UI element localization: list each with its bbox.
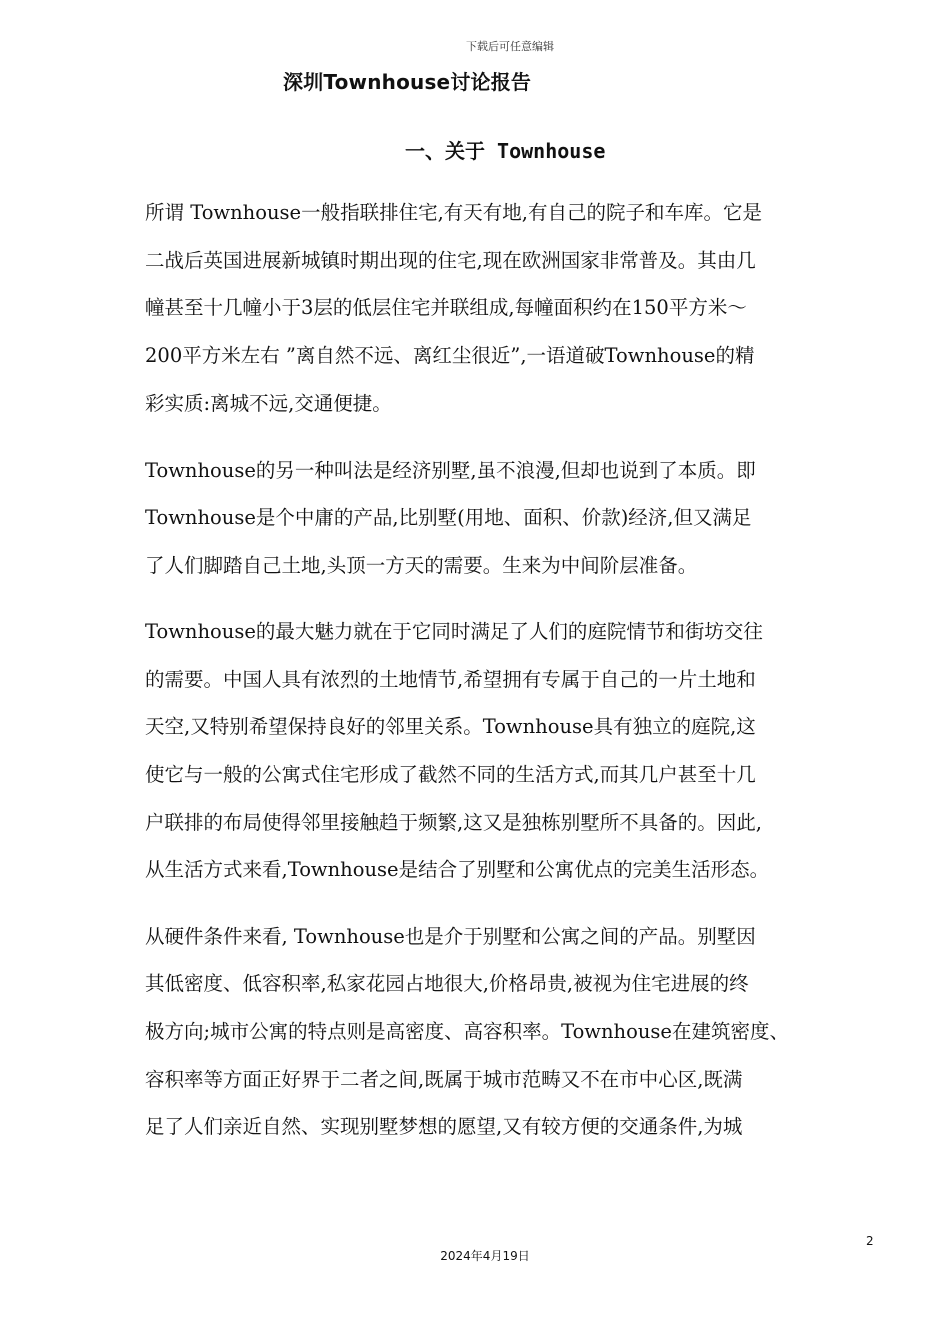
- paragraph-3-line-2: 的需要。中国人具有浓烈的土地情节,希望拥有专属于自己的一片土地和: [145, 668, 756, 691]
- paragraph-3-line-5: 户联排的布局使得邻里接触趋于频繁,这又是独栋别墅所不具备的。因此,: [145, 811, 762, 834]
- paragraph-4-line-1: 从硬件条件来看, Townhouse也是介于别墅和公寓之间的产品。别墅因: [145, 925, 756, 948]
- paragraph-1-line-4: 200平方米左右 ”离自然不远、离红尘很近”,一语道破Townhouse的精: [145, 344, 755, 367]
- paragraph-4-line-4: 容积率等方面正好界于二者之间,既属于城市范畴又不在市中心区,既满: [145, 1068, 743, 1091]
- document-title: 深圳Townhouse讨论报告: [283, 70, 532, 94]
- paragraph-1-line-2: 二战后英国进展新城镇时期出现的住宅,现在欧洲国家非常普及。其由几: [145, 249, 756, 272]
- paragraph-4-line-5: 足了人们亲近自然、实现别墅梦想的愿望,又有较方便的交通条件,为城: [145, 1115, 743, 1138]
- paragraph-1-line-3: 幢甚至十几幢小于3层的低层住宅并联组成,每幢面积约在150平方米～: [145, 296, 747, 319]
- section-heading: 一、关于 Townhouse: [405, 139, 606, 163]
- page-header: 下载后可任意编辑: [466, 40, 554, 53]
- page-footer-date: 2024年4月19日: [440, 1249, 530, 1263]
- paragraph-3-line-1: Townhouse的最大魅力就在于它同时满足了人们的庭院情节和街坊交往: [145, 620, 763, 643]
- paragraph-3-line-4: 使它与一般的公寓式住宅形成了截然不同的生活方式,而其几户甚至十几: [145, 763, 756, 786]
- paragraph-4-line-2: 其低密度、低容积率,私家花园占地很大,价格昂贵,被视为住宅进展的终: [145, 972, 749, 995]
- paragraph-4-line-3: 极方向;城市公寓的特点则是高密度、高容积率。Townhouse在建筑密度、: [145, 1020, 789, 1043]
- paragraph-2-line-2: Townhouse是个中庸的产品,比别墅(用地、面积、价款)经济,但又满足: [145, 506, 752, 529]
- paragraph-1-line-1: 所谓 Townhouse一般指联排住宅,有天有地,有自己的院子和车库。它是: [145, 201, 762, 224]
- paragraph-1-line-5: 彩实质:离城不远,交通便捷。: [145, 392, 392, 415]
- paragraph-2-line-1: Townhouse的另一种叫法是经济别墅,虽不浪漫,但却也说到了本质。即: [145, 459, 756, 482]
- paragraph-3-line-6: 从生活方式来看,Townhouse是结合了别墅和公寓优点的完美生活形态。: [145, 858, 770, 881]
- page-number: 2: [866, 1234, 874, 1248]
- paragraph-2-line-3: 了人们脚踏自己土地,头顶一方天的需要。生来为中间阶层准备。: [145, 554, 698, 577]
- paragraph-3-line-3: 天空,又特别希望保持良好的邻里关系。Townhouse具有独立的庭院,这: [145, 715, 756, 738]
